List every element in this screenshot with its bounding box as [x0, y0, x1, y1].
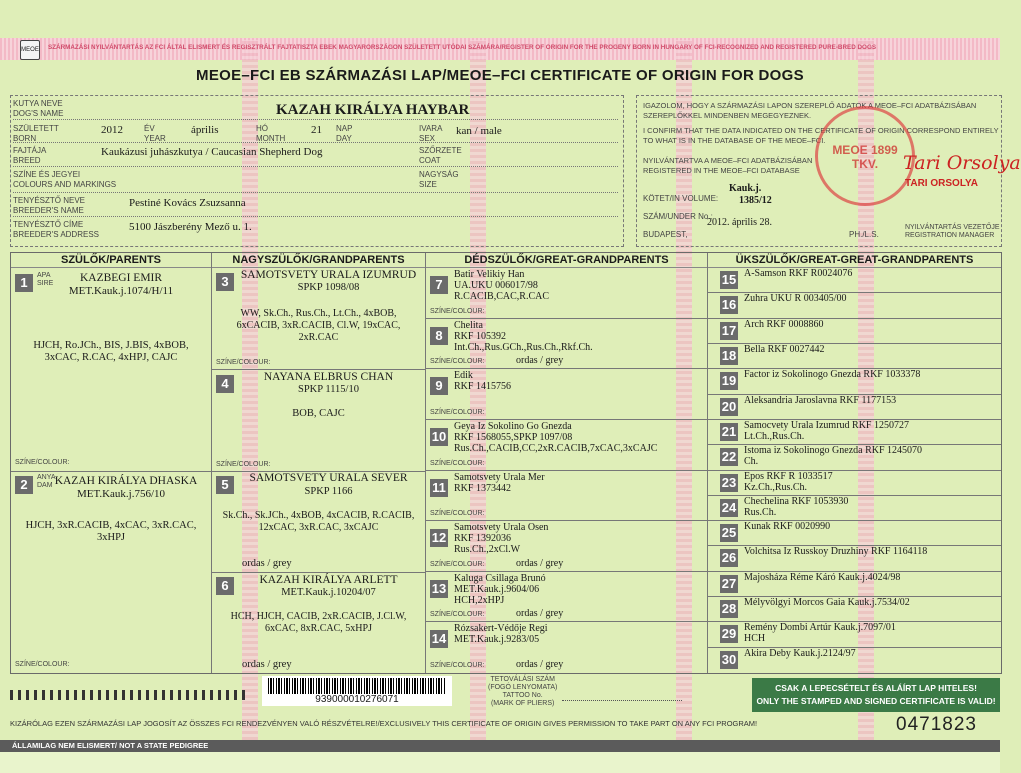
great-grandparent-7-line: UA.UKU 006017/98 [454, 280, 538, 291]
great-grandparent-9-colour-label: SZÍNE/COLOUR: [430, 408, 485, 416]
day-label: NAP DAY [336, 124, 353, 143]
great-grandparent-10-number: 10 [431, 428, 447, 444]
born-year: 2012 [101, 124, 123, 136]
grandparent-6-registration: MET.Kauk.j.10204/07 [281, 587, 376, 598]
colour-label: SZÍNE ÉS JEGYEI COLOURS AND MARKINGS [13, 170, 117, 189]
year-label: ÉV YEAR [144, 124, 166, 143]
great-great-grandparent-26-number: 26 [721, 550, 737, 566]
grandparent-3: 3 SAMOTSVETY URALA IZUMRUD SPKP 1098/08 WW, Sk.Ch., Rus.Ch., Lt.Ch., 4xBOB, 6xCACIB, 3xR.CACIB, Cl.W, 19xCAC, 2xR.CAC SZÍNE/COLOUR: [212, 268, 425, 370]
great-grandparent-11-number: 11 [430, 479, 448, 497]
great-great-grandparent-24-number: 24 [721, 499, 737, 515]
great-grandparent-10-colour-label: SZÍNE/COLOUR: [430, 459, 485, 467]
great-grandparent-12 [426, 521, 707, 572]
great-great-grandparent-25-number: 25 [721, 525, 737, 541]
great-great-grandparent-29 [708, 622, 1001, 647]
dam-name: KAZAH KIRÁLYA DHASKA [54, 475, 198, 487]
great-grandparent-9-line: Edik [454, 370, 473, 382]
dam-colour-label: SZÍNE/COLOUR: [15, 661, 70, 668]
dash-strip [10, 690, 250, 700]
grandparent-6-titles: HCH, HJCH, CACIB, 2xR.CACIB, J.Cl.W, 6xCAC, 8xR.CAC, 5xHPJ [230, 611, 407, 634]
great-great-grandparent-23-number: 23 [721, 474, 737, 490]
great-great-grandparent-15-line: A-Samson RKF R0024076 [744, 268, 853, 279]
great-grandparent-12-colour: ordas / grey [516, 557, 564, 569]
great-great-grandparent-20 [708, 395, 1001, 420]
great-great-grandparent-23-line: Epos RKF R 1033517 [744, 470, 833, 482]
banner-text: SZÁRMAZÁSI NYILVÁNTARTÁS AZ FCI ÁLTAL ELISMERT ÉS REGISZTRÁLT FAJTATISZTA EBEK MAGYARORSZÁGON SZÜLETETT UTÓDAI SZÁMÁRA/REGISTER OF ORIGIN FOR THE PROGENY BORN IN HUNGARY OF FCI-RECOGNIZED AND REGISTERED PURE-BRED DOGS [48, 44, 877, 51]
certification-text-hu: IGAZOLOM, HOGY A SZÁRMAZÁSI LAPON SZEREPLŐ ADATOK A MEOE–FCI ADATBÁZISÁBAN SZEREPLŐKKEL MINDENBEN MEGEGYEZNEK. [643, 101, 977, 120]
great-grandparent-14-number: 14 [431, 631, 447, 647]
born-day: 21 [311, 124, 322, 136]
born-month: április [191, 124, 219, 136]
great-great-grandparent-30 [708, 648, 1001, 672]
great-great-grandparent-21 [708, 420, 1001, 445]
page-margin [0, 752, 1000, 773]
sex-value: kan / male [456, 125, 502, 137]
grandparent-4-titles: BOB, CAJC [292, 408, 345, 419]
great-grandparent-10-line: Geya Iz Sokolino Go Gnezda [454, 420, 572, 432]
ph-ls-label: PH./L.S. [849, 230, 879, 239]
great-grandparent-12-line: RKF 1392036 [454, 533, 511, 545]
certification-text-en: I CONFIRM THAT THE DATA INDICATED ON THE CERTIFICATE OF ORIGIN CORRESPOND ENTIRELY TO WHAT IS IN THE DATABASE OF THE MEOE–FCI. [643, 126, 999, 145]
grandparent-5-registration: SPKP 1166 [304, 486, 353, 497]
tattoo-line [562, 700, 682, 701]
great-great-grandparent-17-line: Arch RKF 0008860 [744, 318, 824, 330]
great-grandparent-8 [426, 319, 707, 370]
great-great-grandparent-28 [708, 597, 1001, 622]
great-grandparent-12-line: Rus.Ch.,2xCl.W [454, 544, 521, 556]
number-label: SZÁM/UNDER No.: [643, 212, 713, 221]
breeder-address-label: TENYÉSZTŐ CÍME BREEDER'S ADDRESS [13, 220, 99, 239]
great-grandparent-8-number: 8 [430, 327, 448, 345]
volume-value: 1385/12 [739, 195, 772, 206]
great-great-grandparent-22-line: Ch. [744, 456, 759, 468]
dam-label: ANYA DAM [37, 474, 56, 489]
grandparent-4-colour-label: SZÍNE/COLOUR: [216, 461, 271, 468]
great-great-grandparent-15-number: 15 [721, 272, 737, 287]
coat-label: SZŐRZETE COAT [419, 146, 462, 165]
great-grandparent-13 [426, 572, 707, 623]
great-great-grandparent-25-line: Kunak RKF 0020990 [744, 521, 831, 533]
dam-registration: MET.Kauk.j.756/10 [76, 488, 166, 500]
dog-name: KAZAH KIRÁLYA HAYBAR [276, 102, 470, 118]
great-great-grandparent-23 [708, 471, 1001, 496]
sire-titles: HJCH, Ro.JCh., BIS, J.BIS, 4xBOB, 3xCAC, R.CAC, 4xHPJ, CAJC [33, 340, 189, 363]
signer-name: TARI ORSOLYA [905, 178, 978, 189]
great-great-grandparent-28-number: 28 [721, 601, 737, 617]
great-great-grandparent-30-line: Akira Deby Kauk.j.2124/97 [744, 647, 856, 659]
breeder-name: Pestiné Kovács Zsuzsanna [129, 197, 246, 209]
grandparent-6: 6 KAZAH KIRÁLYA ARLETT MET.Kauk.j.10204/07 HCH, HJCH, CACIB, 2xR.CACIB, J.Cl.W, 6xCAC, 8xR.CAC, 5xHPJ ordas / grey [212, 573, 425, 673]
great-great-grandparent-27-number: 27 [721, 575, 737, 591]
great-grandparent-10-line: RKF 1568055,SPKP 1097/08 [454, 431, 573, 443]
great-great-grandparent-24-line: Chechelina RKF 1053930 [744, 495, 849, 507]
column-header-grandparents: NAGYSZÜLŐK/GRANDPARENTS [212, 253, 425, 268]
column-header-parents: SZÜLŐK/PARENTS [11, 253, 211, 268]
great-great-grandparents-column [708, 268, 1001, 673]
great-grandparent-14-line: MET.Kauk.j.9283/05 [454, 634, 540, 646]
breeder-name-label: TENYÉSZTŐ NEVE BREEDER'S NAME [13, 196, 86, 215]
great-grandparent-12-line: Samotsvety Urala Osen [454, 522, 549, 534]
top-banner [0, 38, 1000, 60]
great-great-grandparent-28-line: Mélyvölgyi Morcos Gaia Kauk.j.7534/02 [744, 597, 910, 609]
great-great-grandparent-24-line: Rus.Ch. [744, 506, 777, 518]
microchip-number: 939000010276071 [315, 694, 399, 705]
microchip-barcode [262, 676, 452, 706]
great-grandparent-11-colour-label: SZÍNE/COLOUR: [430, 510, 485, 518]
breed-label: FAJTÁJA BREED [13, 146, 47, 165]
great-great-grandparent-22-line: Istoma iz Sokolinogo Gnezda RKF 1245070 [744, 445, 923, 457]
great-great-grandparent-20-line: Aleksandria Jaroslavna RKF 1177153 [744, 394, 897, 406]
great-grandparent-13-line: HCH,2xHPJ [454, 594, 505, 606]
dog-info-box [10, 95, 624, 247]
registration-date: 2012. április 28. [707, 217, 772, 228]
grandparent-6-name: KAZAH KIRÁLYA ARLETT [259, 574, 398, 586]
great-grandparent-8-line: Int.Ch.,Rus.GCh.,Rus.Ch.,Rkf.Ch. [454, 341, 593, 353]
grandparent-3-titles: WW, Sk.Ch., Rus.Ch., Lt.Ch., 4xBOB, 6xCACIB, 3xR.CACIB, Cl.W, 19xCAC, 2xR.CAC [236, 308, 401, 343]
great-great-grandparent-23-line: Kz.Ch.,Rus.Ch. [744, 481, 808, 493]
great-great-grandparent-30-number: 30 [721, 651, 737, 667]
great-great-grandparent-19-number: 19 [721, 373, 737, 389]
great-grandparent-9 [426, 369, 707, 420]
great-grandparent-12-number: 12 [431, 530, 447, 546]
grandparent-5-titles: Sk.Ch., Sk.JCh., 4xBOB, 4xCACIB, R.CACIB, 12xCAC, 3xR.CAC, 3xCAJC [222, 510, 415, 533]
grandparent-5-colour: ordas / grey [242, 558, 292, 569]
great-great-grandparent-22-number: 22 [721, 449, 737, 465]
column-header-great-grandparents: DÉDSZÜLŐK/GREAT-GRANDPARENTS [426, 253, 707, 268]
great-great-grandparent-21-number: 21 [721, 423, 737, 439]
great-grandparent-8-colour: ordas / grey [516, 355, 564, 367]
serial-number: 0471823 [896, 714, 977, 735]
not-state-pedigree: ÁLLAMILAG NEM ELISMERT/ NOT A STATE PEDIGREE [12, 741, 209, 750]
grandparent-3-name: SAMOTSVETY URALA IZUMRUD [240, 269, 417, 281]
sire-label: APA SIRE [37, 272, 54, 287]
great-great-grandparent-21-line: Lt.Ch.,Rus.Ch. [744, 430, 805, 442]
great-grandparent-8-colour-label: SZÍNE/COLOUR: [430, 358, 485, 366]
great-great-grandparent-17 [708, 319, 1001, 344]
great-great-grandparent-27 [708, 572, 1001, 597]
great-grandparent-7 [426, 268, 707, 319]
great-great-grandparent-20-number: 20 [721, 398, 737, 414]
great-grandparent-13-number: 13 [431, 580, 447, 596]
tattoo-label: TETOVÁLÁSI SZÁM (FOGÓ LENYOMATA) TATTOO No. (MARK OF PLIERS) [488, 676, 558, 707]
great-grandparent-7-line: R.CACIB,CAC,R.CAC [454, 291, 550, 302]
great-great-grandparent-29-number: 29 [721, 626, 737, 642]
great-grandparent-10-line: Rus.Ch.,CACIB,CC,2xR.CACIB,7xCAC,3xCAJC [454, 442, 658, 454]
sex-label: IVARA SEX [419, 124, 443, 143]
pedigree-table [10, 252, 1002, 674]
great-grandparent-13-colour-label: SZÍNE/COLOUR: [430, 611, 485, 619]
footer-bar [0, 740, 1000, 752]
sire-registration: MET.Kauk.j.1074/H/11 [68, 285, 174, 297]
great-grandparent-9-line: RKF 1415756 [454, 381, 511, 393]
exclusive-notice: KIZÁRÓLAG EZEN SZÁRMAZÁSI LAP JOGOSÍT AZ ÖSSZES FCI RENDEZVÉNYEN VALÓ RÉSZVÉTELRE!/EXCLUSIVELY THIS CERTIFICATE OF ORIGIN GIVES PERMISSION TO TAKE PART ON ANY FCI PROGRAM! [10, 719, 758, 728]
size-label: NAGYSÁG SIZE [419, 170, 459, 189]
great-great-grandparent-26-line: Volchitsa Iz Russkoy Druzhiny RKF 1164118 [744, 546, 928, 558]
registered-label: NYILVÁNTARTVA A MEOE–FCI ADATBÁZISÁBAN REGISTERED IN THE MEOE–FCI DATABASE [643, 156, 813, 175]
great-grandparents-column [426, 268, 707, 673]
great-great-grandparent-18-number: 18 [721, 347, 737, 363]
column-header-great-great-grandparents: ÜKSZÜLŐK/GREAT-GREAT-GRANDPARENTS [708, 253, 1001, 268]
parent-dam: 2 ANYA DAM KAZAH KIRÁLYA DHASKA MET.Kauk.j.756/10 HJCH, 3xR.CACIB, 4xCAC, 3xR.CAC, 3xHPJ SZÍNE/COLOUR: [11, 472, 211, 673]
great-great-grandparent-16-line: Zuhra UKU R 003405/00 [744, 293, 847, 305]
grandparent-6-colour: ordas / grey [242, 659, 292, 670]
great-grandparent-14-line: Rózsakert-Védője Regi [454, 623, 548, 635]
official-stamp: MEOE 1899 TKV. [815, 106, 915, 206]
great-grandparent-7-number: 7 [430, 276, 448, 294]
great-great-grandparent-24 [708, 496, 1001, 521]
grandparent-4-registration: SPKP 1115/10 [298, 384, 359, 395]
great-grandparent-8-line: RKF 105392 [454, 330, 506, 342]
great-grandparent-13-line: Kaluga Csillaga Brunó [454, 572, 546, 584]
great-grandparent-10 [426, 420, 707, 471]
grandparent-4: 4 NAYANA ELBRUS CHAN SPKP 1115/10 BOB, CAJC SZÍNE/COLOUR: [212, 370, 425, 472]
great-great-grandparent-16 [708, 293, 1001, 318]
grandparent-3-colour-label: SZÍNE/COLOUR: [216, 359, 271, 366]
great-grandparent-14-colour: ordas / grey [516, 659, 564, 670]
great-grandparent-11-line: RKF 1373442 [454, 482, 511, 494]
certificate-title: MEOE–FCI EB SZÁRMAZÁSI LAP/MEOE–FCI CERTIFICATE OF ORIGIN FOR DOGS [196, 67, 804, 84]
great-great-grandparent-25 [708, 521, 1001, 546]
parent-sire: 1 APA SIRE KAZBEGI EMIR MET.Kauk.j.1074/H/11 HJCH, Ro.JCh., BIS, J.BIS, 4xBOB, 3xCAC, R.CAC, 4xHPJ, CAJC SZÍNE/COLOUR: [11, 268, 211, 472]
great-grandparent-7-line: Batir Velikiy Han [454, 269, 525, 280]
great-grandparent-14-colour-label: SZÍNE/COLOUR: [430, 662, 485, 669]
grandparent-4-name: NAYANA ELBRUS CHAN [263, 371, 394, 383]
great-great-grandparent-29-line: Remény Dombi Artúr Kauk.j.7097/01 [744, 622, 896, 634]
great-great-grandparent-19 [708, 369, 1001, 394]
meoe-logo: MEOE [20, 40, 40, 60]
dam-titles: HJCH, 3xR.CACIB, 4xCAC, 3xR.CAC, 3xHPJ [25, 520, 197, 543]
city-label: BUDAPEST, [643, 230, 688, 239]
great-great-grandparent-18 [708, 344, 1001, 369]
great-great-grandparent-17-number: 17 [721, 322, 737, 338]
grandparent-5: 5 SAMOTSVETY URALA SEVER SPKP 1166 Sk.Ch., Sk.JCh., 4xBOB, 4xCACIB, R.CACIB, 12xCAC, 3xR.CAC, 3xCAJC ordas / grey [212, 472, 425, 573]
great-grandparent-13-line: MET.Kauk.j.9604/06 [454, 583, 540, 595]
signer-role: NYILVÁNTARTÁS VEZETŐJE REGISTRATION MANAGER [905, 224, 1000, 239]
sire-colour-label: SZÍNE/COLOUR: [15, 459, 70, 466]
great-grandparent-7-colour-label: SZÍNE/COLOUR: [430, 307, 485, 315]
registry-value: Kauk.j. [729, 183, 762, 194]
breeder-address: 5100 Jászberény Mező u. 1. [129, 221, 252, 233]
month-label: HÓ MONTH [256, 124, 286, 143]
great-great-grandparent-19-line: Factor iz Sokolinogo Gnezda RKF 1033378 [744, 369, 921, 381]
great-great-grandparent-21-line: Samocvety Urala Izumrud RKF 1250727 [744, 419, 909, 431]
dog-name-label: KUTYA NEVE DOG'S NAME [13, 99, 64, 118]
volume-label: KÖTET/IN VOLUME: [643, 194, 719, 203]
great-grandparent-11 [426, 471, 707, 522]
validity-notice: CSAK A LEPECSÉTELT ÉS ALÁÍRT LAP HITELES! ONLY THE STAMPED AND SIGNED CERTIFICATE IS VALID! [752, 678, 1000, 712]
great-grandparent-9-number: 9 [430, 377, 448, 395]
great-grandparent-12-colour-label: SZÍNE/COLOUR: [430, 560, 485, 568]
grandparent-5-name: SAMOTSVETY URALA SEVER [249, 472, 408, 484]
born-label: SZÜLETETT BORN [13, 124, 59, 143]
great-great-grandparent-26 [708, 546, 1001, 571]
great-grandparent-13-colour: ordas / grey [516, 608, 564, 620]
great-grandparent-11-line: Samotsvety Urala Mer [454, 471, 545, 483]
sire-name: KAZBEGI EMIR [79, 272, 163, 284]
certification-box [636, 95, 1021, 247]
great-great-grandparent-15 [708, 268, 1001, 293]
great-great-grandparent-18-line: Bella RKF 0027442 [744, 343, 825, 355]
great-great-grandparent-16-number: 16 [721, 297, 737, 313]
signature: Tari Orsolya [903, 152, 1021, 174]
grandparent-3-registration: SPKP 1098/08 [297, 282, 360, 293]
great-great-grandparent-22 [708, 445, 1001, 470]
great-great-grandparent-29-line: HCH [744, 633, 766, 645]
great-grandparent-8-line: Chelita [454, 319, 483, 331]
great-grandparent-14 [426, 622, 707, 672]
breed-value: Kaukázusi juhászkutya / Caucasian Shepherd Dog [101, 146, 323, 158]
great-great-grandparent-27-line: Majosháza Réme Káró Kauk.j.4024/98 [744, 571, 901, 583]
